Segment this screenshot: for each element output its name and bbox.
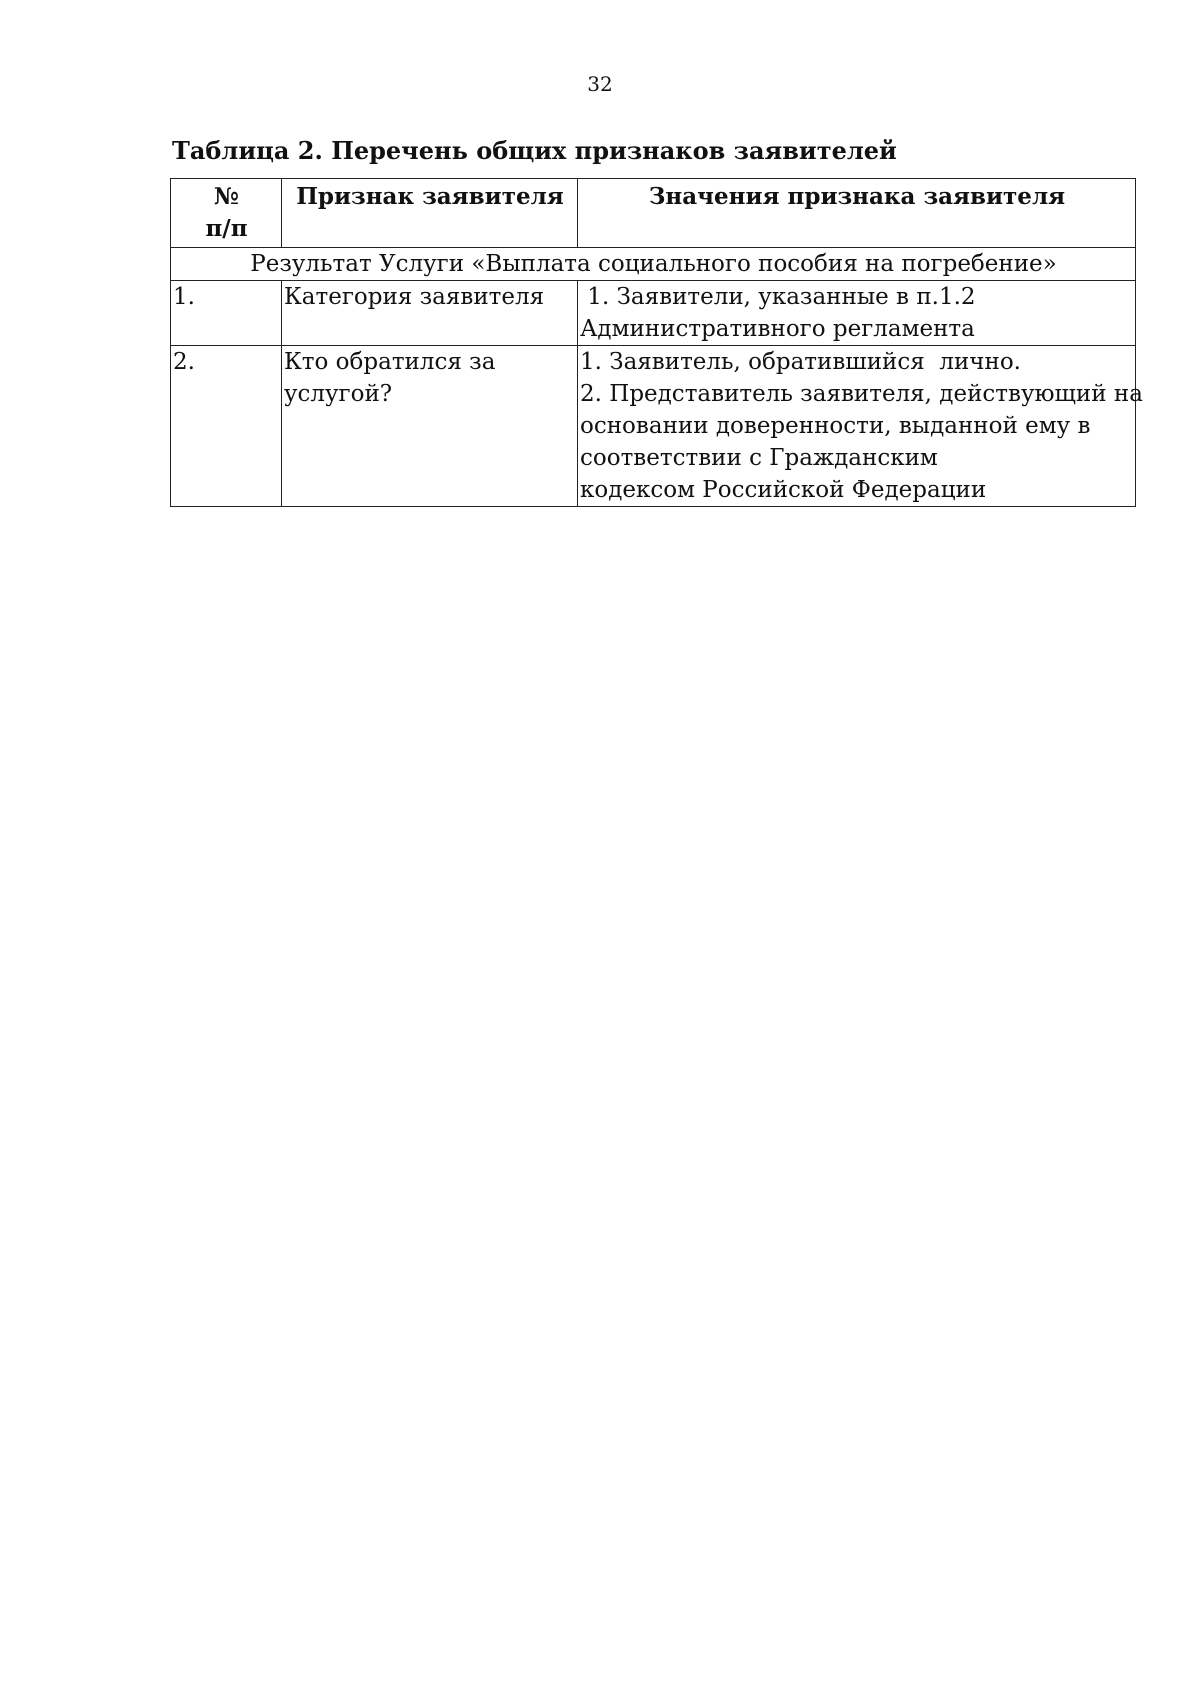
value-line: основании доверенности, выданной ему в [580, 413, 1091, 439]
row-attribute: Категория заявителя [282, 281, 578, 346]
table-row [171, 281, 1136, 346]
table-group-row [171, 248, 1136, 281]
header-num [171, 179, 282, 248]
header-num-line1: № [214, 183, 239, 210]
group-row-label: Результат Услуги «Выплата социального пособия на погребение» [171, 248, 1136, 281]
table-title: Таблица 2. Перечень общих признаков заявителей [172, 136, 897, 165]
value-line: соответствии с Гражданским [580, 445, 938, 471]
value-line: кодексом Российской Федерации [580, 477, 987, 503]
header-values: Значения признака заявителя [578, 179, 1136, 248]
row-num: 2. [171, 346, 282, 507]
applicant-attributes-table [170, 178, 1143, 507]
value-line: Административного регламента [580, 316, 975, 342]
table-header-row [171, 179, 1136, 248]
value-line: 2. Представитель заявителя, действующий на [580, 381, 1143, 407]
row-num: 1. [171, 281, 282, 346]
row-attribute: Кто обратился за услугой? [282, 346, 578, 507]
row-values [578, 346, 1143, 507]
row-values [578, 281, 1136, 346]
value-line: 1. Заявитель, обратившийся лично. [580, 349, 1021, 375]
header-num-line2: п/п [205, 215, 248, 242]
value-line: 1. Заявители, указанные в п.1.2 [580, 284, 976, 310]
page-number: 32 [587, 72, 613, 96]
table-row [171, 346, 1136, 507]
header-attribute: Признак заявителя [282, 179, 578, 248]
